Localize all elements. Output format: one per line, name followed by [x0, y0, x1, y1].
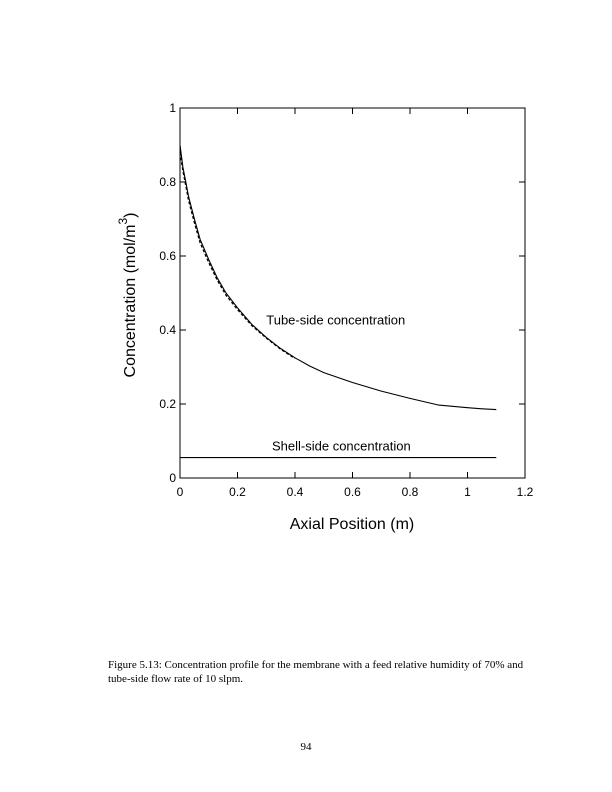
series-line-1 [180, 152, 295, 358]
annotation-0: Tube-side concentration [266, 312, 406, 328]
data-series [180, 145, 496, 458]
y-axis-title-main: Concentration (mol/m [122, 224, 139, 378]
y-tick-label: 1 [169, 101, 176, 115]
x-axis-title: Axial Position (m) [289, 516, 415, 533]
x-tick-label: 1 [464, 485, 471, 499]
x-tick-labels [177, 485, 534, 499]
y-tick-label: 0 [169, 471, 176, 485]
figure-caption: Figure 5.13: Concentration profile for the membrane with a feed relative humidity of 70% and tube-side flow rate of 10 slpm. [108, 659, 524, 685]
y-axis-title-suffix: ) [122, 212, 139, 218]
y-tick-label: 0.8 [159, 175, 176, 189]
x-tick-label: 1.2 [516, 485, 534, 499]
y-axis-title [116, 213, 139, 378]
x-tick-label: 0.2 [229, 485, 246, 499]
axis-ticks [180, 108, 525, 478]
x-tick-label: 0.8 [401, 485, 419, 499]
y-tick-label: 0.4 [159, 323, 176, 337]
x-tick-label: 0 [176, 485, 184, 499]
x-tick-label: 0.6 [344, 485, 361, 499]
y-tick-label: 0.2 [159, 397, 176, 411]
y-tick-labels [159, 101, 176, 485]
series-line-0 [180, 145, 496, 410]
page-number: 94 [300, 741, 312, 753]
y-axis-title-superscript: 3 [116, 217, 130, 225]
annotations [266, 312, 411, 453]
x-tick-label: 0.4 [286, 485, 304, 499]
plot-frame [180, 108, 525, 478]
y-tick-label: 0.6 [159, 249, 176, 263]
annotation-1: Shell-side concentration [272, 438, 411, 454]
